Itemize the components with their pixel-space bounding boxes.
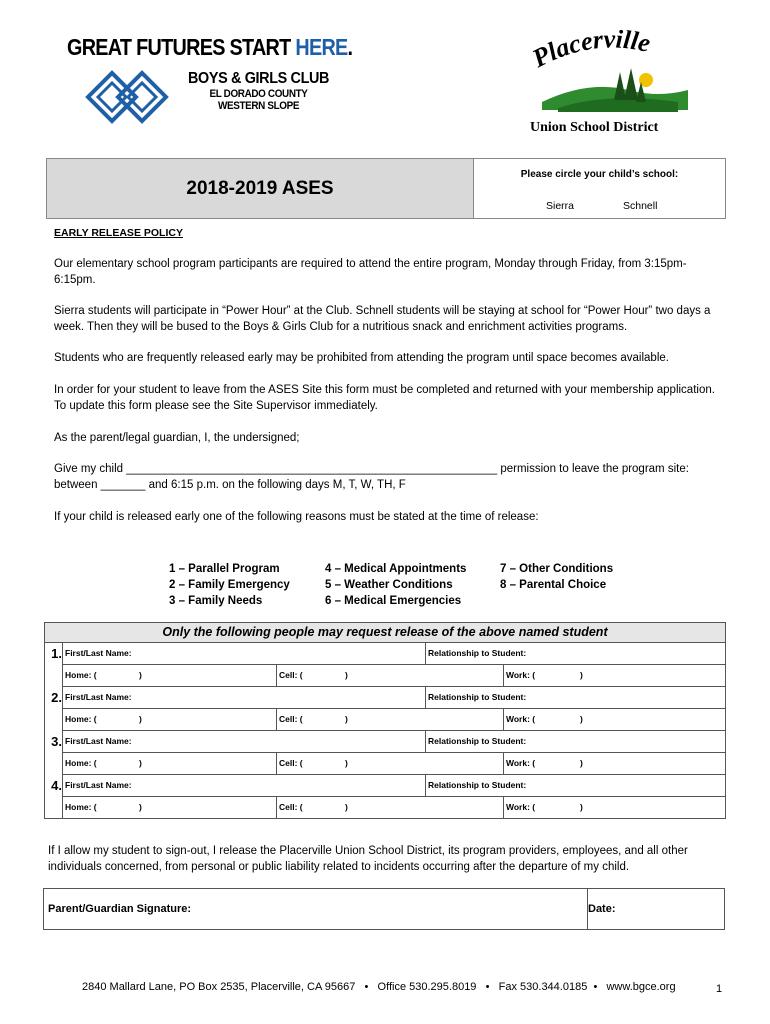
cell-paren: ) (345, 802, 348, 812)
contact-number: 1. (51, 646, 62, 661)
first-last-name-field[interactable]: First/Last Name: (65, 736, 132, 746)
home-phone-field[interactable] (63, 797, 277, 818)
cell-paren: ) (345, 758, 348, 768)
contact-name-row (62, 775, 725, 797)
cell-phone-field[interactable] (276, 753, 505, 774)
school-option-schnell[interactable]: Schnell (623, 200, 658, 212)
first-last-name-field[interactable]: First/Last Name: (65, 780, 132, 790)
club-name-block (188, 70, 329, 112)
work-paren: ) (580, 802, 583, 812)
work-phone-field[interactable] (503, 797, 725, 818)
reason-item: 2 – Family Emergency (169, 579, 290, 591)
policy-paragraph-3: Students who are frequently released early may be prohibited from attending the program until space becomes available. (54, 352, 669, 364)
home-label: Home: ( (65, 802, 97, 812)
reason-item: 1 – Parallel Program (169, 563, 280, 575)
home-paren: ) (139, 714, 142, 724)
contact-name-row (62, 643, 725, 665)
cell-paren: ) (345, 714, 348, 724)
relationship-field[interactable]: Relationship to Student: (425, 731, 725, 752)
footer (82, 981, 676, 993)
reason-item: 4 – Medical Appointments (325, 563, 467, 575)
tagline-here: HERE (295, 34, 348, 60)
reasons-column-3 (500, 561, 613, 593)
home-paren: ) (139, 670, 142, 680)
contact-name-row (62, 731, 725, 753)
contact-name-row (62, 687, 725, 709)
svg-text:Placerville (528, 30, 653, 74)
policy-paragraph-2: Sierra students will participate in “Power Hour” at the Club. Schnell students will be staying at school for “Power Hour” two days a week. Then they will be bused to the Boys & Girls Club for a nutritious snack and enrichment activities programs. (54, 305, 711, 333)
placerville-district-logo-icon (528, 30, 698, 126)
cell-label: Cell: ( (279, 670, 303, 680)
contact-phone-row (62, 797, 725, 818)
reasons-column-1 (169, 561, 290, 609)
work-label: Work: ( (506, 802, 536, 812)
page-number: 1 (716, 983, 723, 995)
policy-paragraph-1: Our elementary school program participants are required to attend the entire program, Monday through Friday, from 3:15pm-6:15pm. (54, 258, 687, 286)
reason-item: 6 – Medical Emergencies (325, 595, 462, 607)
reasons-column-2 (325, 561, 466, 609)
title-box (46, 158, 726, 219)
form-title: 2018-2019 ASES (47, 159, 474, 218)
permission-line-2[interactable]: between _______ and 6:15 p.m. on the following days M, T, W, TH, F (54, 479, 406, 491)
club-region: WESTERN SLOPE (217, 100, 300, 112)
club-name: BOYS & GIRLS CLUB (188, 70, 330, 87)
footer-bullet: • (593, 981, 598, 993)
contact-number: 3. (51, 734, 62, 749)
footer-bullet: • (485, 981, 490, 993)
liability-release: If I allow my student to sign-out, I release the Placerville Union School District, its program providers, employees, and all other individuals concerned, from personal or public liability related to incidents occurring after the departure of my child. (48, 845, 688, 873)
cell-paren: ) (345, 670, 348, 680)
cell-label: Cell: ( (279, 802, 303, 812)
first-last-name-field[interactable]: First/Last Name: (65, 692, 132, 702)
club-county: EL DORADO COUNTY (209, 88, 308, 100)
cell-label: Cell: ( (279, 714, 303, 724)
release-table-title: Only the following people may request release of the above named student (45, 623, 725, 643)
work-label: Work: ( (506, 758, 536, 768)
work-phone-field[interactable] (503, 709, 725, 730)
relationship-field[interactable]: Relationship to Student: (425, 687, 725, 708)
home-phone-field[interactable] (63, 709, 277, 730)
cell-phone-field[interactable] (276, 665, 505, 686)
reason-item: 3 – Family Needs (169, 595, 263, 607)
release-contact-4 (45, 775, 725, 818)
home-paren: ) (139, 758, 142, 768)
contact-phone-row (62, 665, 725, 687)
circle-prompt: Please circle your child’s school: (520, 169, 679, 180)
work-paren: ) (580, 670, 583, 680)
home-label: Home: ( (65, 758, 97, 768)
footer-office-phone: Office 530.295.8019 (377, 981, 477, 993)
date-field[interactable]: Date: (588, 903, 616, 915)
school-select (474, 159, 725, 218)
cell-phone-field[interactable] (276, 797, 505, 818)
policy-paragraph-7: If your child is released early one of the following reasons must be stated at the time of release: (54, 511, 539, 523)
home-phone-field[interactable] (63, 665, 277, 686)
boys-girls-club-logo-icon (78, 63, 176, 125)
relationship-field[interactable]: Relationship to Student: (425, 643, 725, 664)
release-contact-1 (45, 643, 725, 687)
reason-item: 7 – Other Conditions (500, 563, 614, 575)
home-label: Home: ( (65, 714, 97, 724)
release-contact-3 (45, 731, 725, 775)
first-last-name-field[interactable]: First/Last Name: (65, 648, 132, 658)
work-paren: ) (580, 758, 583, 768)
work-phone-field[interactable] (503, 753, 725, 774)
signature-field[interactable]: Parent/Guardian Signature: (44, 889, 588, 929)
contact-phone-row (62, 709, 725, 731)
release-contacts-table (44, 622, 726, 819)
policy-heading: EARLY RELEASE POLICY (54, 227, 183, 239)
footer-address: 2840 Mallard Lane, PO Box 2535, Placerville, CA 95667 (82, 981, 356, 993)
work-phone-field[interactable] (503, 665, 725, 686)
contact-phone-row (62, 753, 725, 775)
district-name: Union School District (530, 120, 659, 135)
reason-item: 5 – Weather Conditions (325, 579, 453, 591)
tagline (67, 34, 352, 61)
cell-phone-field[interactable] (276, 709, 505, 730)
contact-number: 2. (51, 690, 62, 705)
work-paren: ) (580, 714, 583, 724)
work-label: Work: ( (506, 670, 536, 680)
district-word: Placerville (528, 30, 653, 74)
footer-bullet: • (364, 981, 369, 993)
cell-label: Cell: ( (279, 758, 303, 768)
reason-item: 8 – Parental Choice (500, 579, 607, 591)
work-label: Work: ( (506, 714, 536, 724)
contact-number: 4. (51, 778, 62, 793)
relationship-field[interactable]: Relationship to Student: (425, 775, 725, 796)
policy-paragraph-4: In order for your student to leave from the ASES Site this form must be completed and returned with your membership application. To update this form please see the Site Supervisor immediately. (54, 384, 715, 412)
policy-paragraph-5: As the parent/legal guardian, I, the undersigned; (54, 432, 300, 444)
tagline-text: GREAT FUTURES START (67, 34, 296, 60)
permission-line-1[interactable]: Give my child __________________________________________________________ permission to leave the program site: (54, 463, 689, 475)
footer-fax: Fax 530.344.0185 (498, 981, 588, 993)
signature-box (43, 888, 725, 930)
tagline-dot: . (347, 34, 353, 60)
release-contact-2 (45, 687, 725, 731)
home-label: Home: ( (65, 670, 97, 680)
home-paren: ) (139, 802, 142, 812)
footer-website[interactable]: www.bgce.org (606, 981, 676, 993)
home-phone-field[interactable] (63, 753, 277, 774)
school-option-sierra[interactable]: Sierra (546, 200, 575, 212)
